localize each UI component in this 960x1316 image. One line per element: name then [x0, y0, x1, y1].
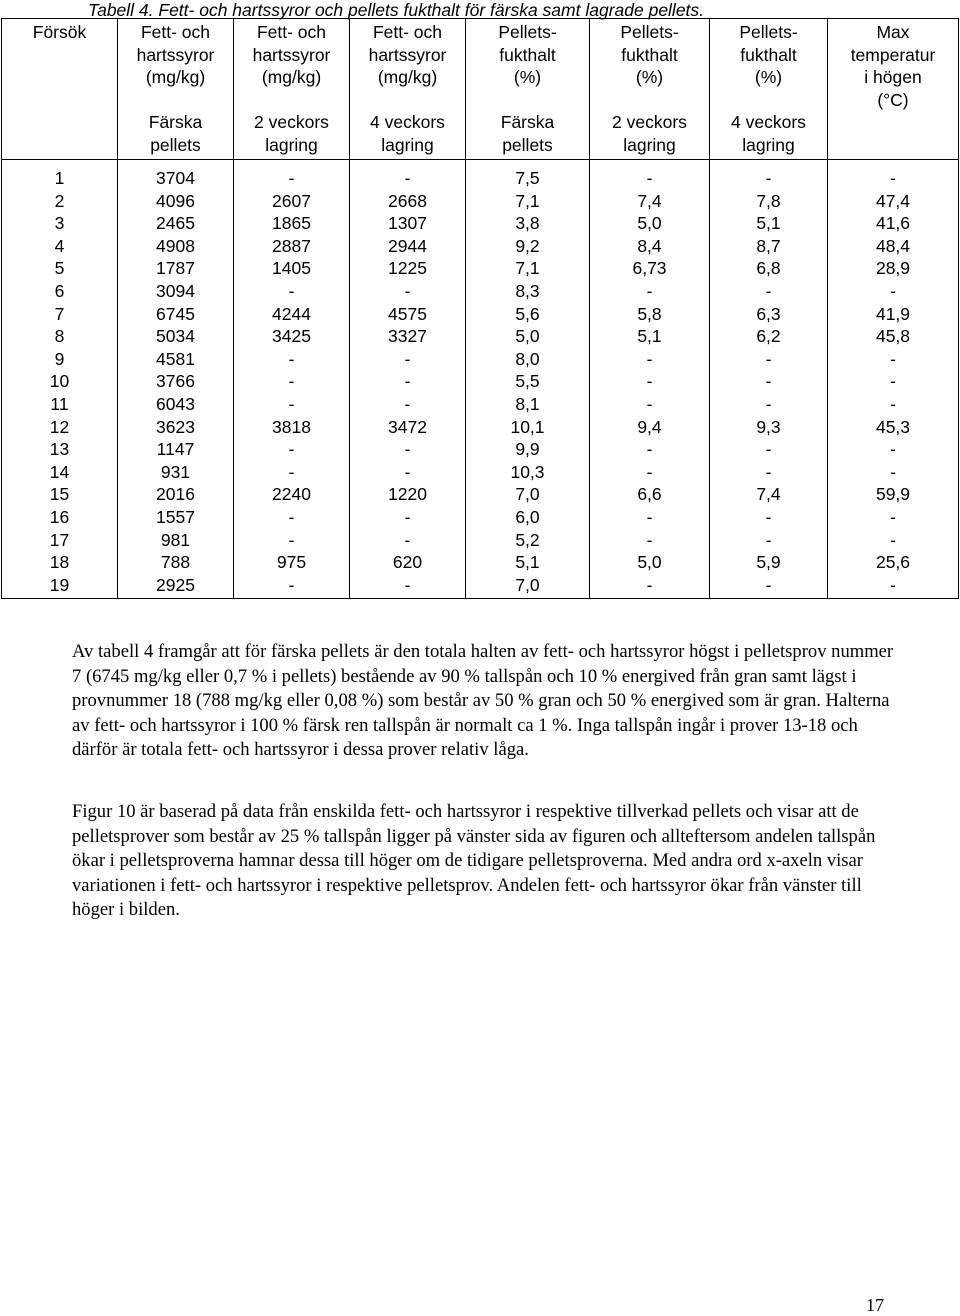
- table-cell: -: [828, 574, 959, 599]
- table-cell: 45,8: [828, 325, 959, 348]
- column-header-5: [590, 19, 710, 160]
- table-cell: 788: [118, 551, 234, 574]
- table-row: [2, 325, 959, 348]
- table-cell: 1147: [118, 438, 234, 461]
- table-cell: 41,9: [828, 303, 959, 326]
- table-cell: -: [710, 348, 828, 371]
- table-cell: 2607: [234, 190, 350, 213]
- table-cell: 4581: [118, 348, 234, 371]
- table-cell: 4908: [118, 235, 234, 258]
- column-header-2: [234, 19, 350, 160]
- table-cell: 5,8: [590, 303, 710, 326]
- table-cell: 19: [2, 574, 118, 599]
- table-cell: 6,3: [710, 303, 828, 326]
- table-cell: 2668: [350, 190, 466, 213]
- table-cell: 5034: [118, 325, 234, 348]
- table-cell: 1: [2, 160, 118, 190]
- table-cell: -: [350, 280, 466, 303]
- column-header-7: [828, 19, 959, 160]
- table-cell: 7,4: [590, 190, 710, 213]
- table-row: [2, 212, 959, 235]
- table-row: [2, 393, 959, 416]
- table-cell: -: [828, 348, 959, 371]
- table-row: [2, 303, 959, 326]
- table-cell: -: [710, 393, 828, 416]
- column-header-line: [234, 89, 349, 112]
- column-header-line: [118, 89, 233, 112]
- table-cell: 45,3: [828, 416, 959, 439]
- table-row: [2, 483, 959, 506]
- table-cell: 9,4: [590, 416, 710, 439]
- table-cell: -: [350, 506, 466, 529]
- table-cell: 6043: [118, 393, 234, 416]
- table-cell: -: [234, 438, 350, 461]
- table-caption: Tabell 4. Fett- och hartssyror och pellets fukthalt för färska samt lagrade pellets.: [88, 0, 705, 20]
- column-header-line: fukthalt: [499, 44, 556, 65]
- table-cell: -: [710, 461, 828, 484]
- column-header-line: lagring: [381, 134, 434, 155]
- table-row: [2, 529, 959, 552]
- table-row: [2, 416, 959, 439]
- table-cell: 5,1: [590, 325, 710, 348]
- table-cell: 13: [2, 438, 118, 461]
- table-cell: 7: [2, 303, 118, 326]
- table-cell: -: [234, 529, 350, 552]
- table-row: [2, 438, 959, 461]
- table-cell: 4244: [234, 303, 350, 326]
- table-cell: -: [828, 506, 959, 529]
- table-row: [2, 551, 959, 574]
- column-header-line: 2 veckors: [612, 112, 687, 132]
- table-cell: 5,6: [466, 303, 590, 326]
- column-header-line: Pellets-: [739, 22, 798, 42]
- table-cell: -: [710, 280, 828, 303]
- table-cell: 12: [2, 416, 118, 439]
- table-cell: 3818: [234, 416, 350, 439]
- table-cell: 47,4: [828, 190, 959, 213]
- table-cell: 18: [2, 551, 118, 574]
- table-cell: 5,9: [710, 551, 828, 574]
- column-header-line: fukthalt: [740, 44, 797, 65]
- table-cell: 1220: [350, 483, 466, 506]
- column-header-1: [118, 19, 234, 160]
- pellets-table: [1, 18, 959, 599]
- table-row: [2, 235, 959, 258]
- table-cell: 5,2: [466, 529, 590, 552]
- column-header-line: hartssyror: [252, 44, 331, 65]
- table-cell: 981: [118, 529, 234, 552]
- table-cell: -: [590, 506, 710, 529]
- table-cell: -: [234, 348, 350, 371]
- column-header-line: 4 veckors: [370, 112, 445, 132]
- column-header-line: 4 veckors: [731, 112, 806, 132]
- column-header-4: [466, 19, 590, 160]
- table-cell: 2: [2, 190, 118, 213]
- table-cell: -: [590, 438, 710, 461]
- table-cell: -: [828, 461, 959, 484]
- table-cell: -: [828, 438, 959, 461]
- table-cell: -: [710, 506, 828, 529]
- table-cell: 17: [2, 529, 118, 552]
- header-row: [2, 19, 959, 160]
- table-cell: 10,3: [466, 461, 590, 484]
- table-row: [2, 370, 959, 393]
- table-cell: 14: [2, 461, 118, 484]
- table-cell: 41,6: [828, 212, 959, 235]
- column-header-line: lagring: [265, 134, 318, 155]
- table-header: [2, 19, 959, 160]
- table-cell: 5,1: [710, 212, 828, 235]
- column-header-line: lagring: [623, 134, 676, 155]
- page-number: 17: [866, 1295, 884, 1315]
- table-cell: 931: [118, 461, 234, 484]
- table-cell: 9,9: [466, 438, 590, 461]
- table-cell: -: [590, 348, 710, 371]
- table-cell: 1787: [118, 257, 234, 280]
- table-cell: 10: [2, 370, 118, 393]
- table-cell: 6,73: [590, 257, 710, 280]
- column-header-line: [710, 89, 827, 112]
- table-cell: 7,0: [466, 483, 590, 506]
- table-cell: 8,4: [590, 235, 710, 258]
- table-cell: -: [234, 506, 350, 529]
- table-cell: 8,0: [466, 348, 590, 371]
- table-cell: 1225: [350, 257, 466, 280]
- table-cell: -: [710, 370, 828, 393]
- table-cell: -: [234, 280, 350, 303]
- table-cell: 9,2: [466, 235, 590, 258]
- column-header-line: [350, 89, 465, 112]
- column-header-line: temperatur: [850, 44, 936, 65]
- table-cell: 4575: [350, 303, 466, 326]
- table-cell: 8,7: [710, 235, 828, 258]
- table-cell: -: [590, 393, 710, 416]
- column-header-3: [350, 19, 466, 160]
- table-cell: 3623: [118, 416, 234, 439]
- table-cell: -: [350, 348, 466, 371]
- table-cell: -: [828, 160, 959, 190]
- table-cell: 3: [2, 212, 118, 235]
- table-cell: 10,1: [466, 416, 590, 439]
- column-header-6: [710, 19, 828, 160]
- table-cell: -: [350, 438, 466, 461]
- column-header-line: fukthalt: [621, 44, 678, 65]
- column-header-line: Max: [876, 22, 910, 42]
- table-cell: 1405: [234, 257, 350, 280]
- table-cell: 7,8: [710, 190, 828, 213]
- table-row: [2, 348, 959, 371]
- body-paragraph-1: Av tabell 4 framgår att för färska pellets är den totala halten av fett- och hartssyror högst i pelletsprov nummer 7 (6745 mg/kg eller 0,7 % i pellets) bestående av 90 % tallspån och 10 % energived från gran samt lägst i provnummer 18 (788 mg/kg eller 0,08 %) som består av 50 % gran och 50 % energived som är gran. Halterna av fett- och hartssyror i 100 % färsk ren tallspån är normalt ca 1 %. Inga tallspån ingår i prover 13-18 och därför är totala fett- och hartssyror i dessa prover relativ låga.: [72, 641, 894, 761]
- column-header-line: Färska: [500, 112, 555, 132]
- table-cell: 7,1: [466, 257, 590, 280]
- table-cell: -: [828, 280, 959, 303]
- column-header-line: Fett- och: [256, 22, 327, 42]
- table-row: [2, 160, 959, 190]
- table-cell: -: [828, 370, 959, 393]
- table-cell: -: [710, 574, 828, 599]
- table-cell: -: [234, 160, 350, 190]
- table-cell: -: [234, 461, 350, 484]
- table-cell: 9: [2, 348, 118, 371]
- table-cell: -: [590, 370, 710, 393]
- table-cell: -: [234, 574, 350, 599]
- table-cell: -: [590, 280, 710, 303]
- table-cell: 8,3: [466, 280, 590, 303]
- column-header-line: (mg/kg): [377, 67, 438, 87]
- table-cell: 6,2: [710, 325, 828, 348]
- column-header-line: pellets: [502, 134, 553, 155]
- table-cell: 5,0: [590, 551, 710, 574]
- table-cell: 11: [2, 393, 118, 416]
- table-row: [2, 461, 959, 484]
- column-header-line: (%): [635, 67, 664, 87]
- column-header-line: (mg/kg): [261, 67, 322, 87]
- table-cell: 8,1: [466, 393, 590, 416]
- table-cell: 16: [2, 506, 118, 529]
- table-cell: 1865: [234, 212, 350, 235]
- table-row: [2, 280, 959, 303]
- column-header-line: 2 veckors: [254, 112, 329, 132]
- table-cell: 3327: [350, 325, 466, 348]
- table-cell: 6,8: [710, 257, 828, 280]
- column-header-line: lagring: [742, 134, 795, 155]
- table-row: [2, 574, 959, 599]
- table-cell: 8: [2, 325, 118, 348]
- column-header-line: (mg/kg): [145, 67, 206, 87]
- table-cell: 2944: [350, 235, 466, 258]
- table-cell: 975: [234, 551, 350, 574]
- column-header-line: hartssyror: [368, 44, 447, 65]
- table-cell: 6,6: [590, 483, 710, 506]
- table-cell: -: [828, 393, 959, 416]
- table-row: [2, 257, 959, 280]
- table-cell: -: [350, 393, 466, 416]
- table-cell: -: [350, 461, 466, 484]
- table-cell: -: [350, 160, 466, 190]
- table-cell: 5,0: [466, 325, 590, 348]
- table-cell: 3,8: [466, 212, 590, 235]
- table-cell: 3472: [350, 416, 466, 439]
- table-cell: -: [590, 529, 710, 552]
- table-cell: -: [590, 160, 710, 190]
- table-cell: 25,6: [828, 551, 959, 574]
- table-body: [2, 160, 959, 599]
- column-header-line: hartssyror: [136, 44, 215, 65]
- column-header-line: (%): [754, 67, 783, 87]
- table-cell: -: [710, 438, 828, 461]
- table-row: [2, 506, 959, 529]
- column-header-line: i högen: [864, 67, 922, 87]
- column-header-line: pellets: [150, 134, 201, 155]
- column-header-line: Försök: [32, 22, 87, 42]
- body-paragraph-2: Figur 10 är baserad på data från enskilda fett- och hartssyror i respektive tillverkad pellets och visar att de pelletsprover som består av 25 % tallspån ligger på vänster sida av figuren och allteftersom andelen tallspån ökar i pelletsproverna hamnar dessa till höger om de tidigare pelletsproverna. Med andra ord x-axeln visar variationen i fett- och hartssyror i respektive pelletsprov. Andelen fett- och hartssyror ökar från vänster till höger i bilden.: [72, 801, 876, 921]
- table-cell: 7,5: [466, 160, 590, 190]
- column-header-line: (°C): [877, 89, 909, 110]
- table-cell: 4: [2, 235, 118, 258]
- table-cell: 5,1: [466, 551, 590, 574]
- column-header-line: [590, 89, 709, 112]
- column-header-line: [466, 89, 589, 112]
- table-cell: 3425: [234, 325, 350, 348]
- table-cell: 5,0: [590, 212, 710, 235]
- table-cell: -: [350, 370, 466, 393]
- table-cell: 3704: [118, 160, 234, 190]
- table-cell: 6: [2, 280, 118, 303]
- table-cell: 7,1: [466, 190, 590, 213]
- column-header-line: Pellets-: [498, 22, 557, 42]
- table-cell: 59,9: [828, 483, 959, 506]
- table-cell: 5,5: [466, 370, 590, 393]
- table-cell: -: [234, 370, 350, 393]
- table-cell: 7,0: [466, 574, 590, 599]
- column-header-line: Pellets-: [620, 22, 679, 42]
- column-header-line: Fett- och: [140, 22, 211, 42]
- table-cell: -: [350, 529, 466, 552]
- column-header-line: Färska: [148, 112, 203, 132]
- table-cell: 48,4: [828, 235, 959, 258]
- table-cell: -: [590, 574, 710, 599]
- table-cell: 4096: [118, 190, 234, 213]
- table-cell: 5: [2, 257, 118, 280]
- table-cell: -: [828, 529, 959, 552]
- column-header-line: Fett- och: [372, 22, 443, 42]
- table-cell: 620: [350, 551, 466, 574]
- table-cell: 2016: [118, 483, 234, 506]
- table-cell: 6745: [118, 303, 234, 326]
- table-cell: 2887: [234, 235, 350, 258]
- table-cell: -: [350, 574, 466, 599]
- table-cell: 2925: [118, 574, 234, 599]
- table-cell: 15: [2, 483, 118, 506]
- table-row: [2, 190, 959, 213]
- table-cell: -: [590, 461, 710, 484]
- table-cell: -: [234, 393, 350, 416]
- table-cell: -: [710, 160, 828, 190]
- table-cell: 1557: [118, 506, 234, 529]
- table-cell: 2240: [234, 483, 350, 506]
- table-cell: -: [710, 529, 828, 552]
- table-cell: 7,4: [710, 483, 828, 506]
- table-cell: 9,3: [710, 416, 828, 439]
- table-cell: 1307: [350, 212, 466, 235]
- table-cell: 3094: [118, 280, 234, 303]
- table-cell: 3766: [118, 370, 234, 393]
- table-cell: 6,0: [466, 506, 590, 529]
- column-header-line: (%): [513, 67, 542, 87]
- table-cell: 2465: [118, 212, 234, 235]
- table-cell: 28,9: [828, 257, 959, 280]
- column-header-0: [2, 19, 118, 160]
